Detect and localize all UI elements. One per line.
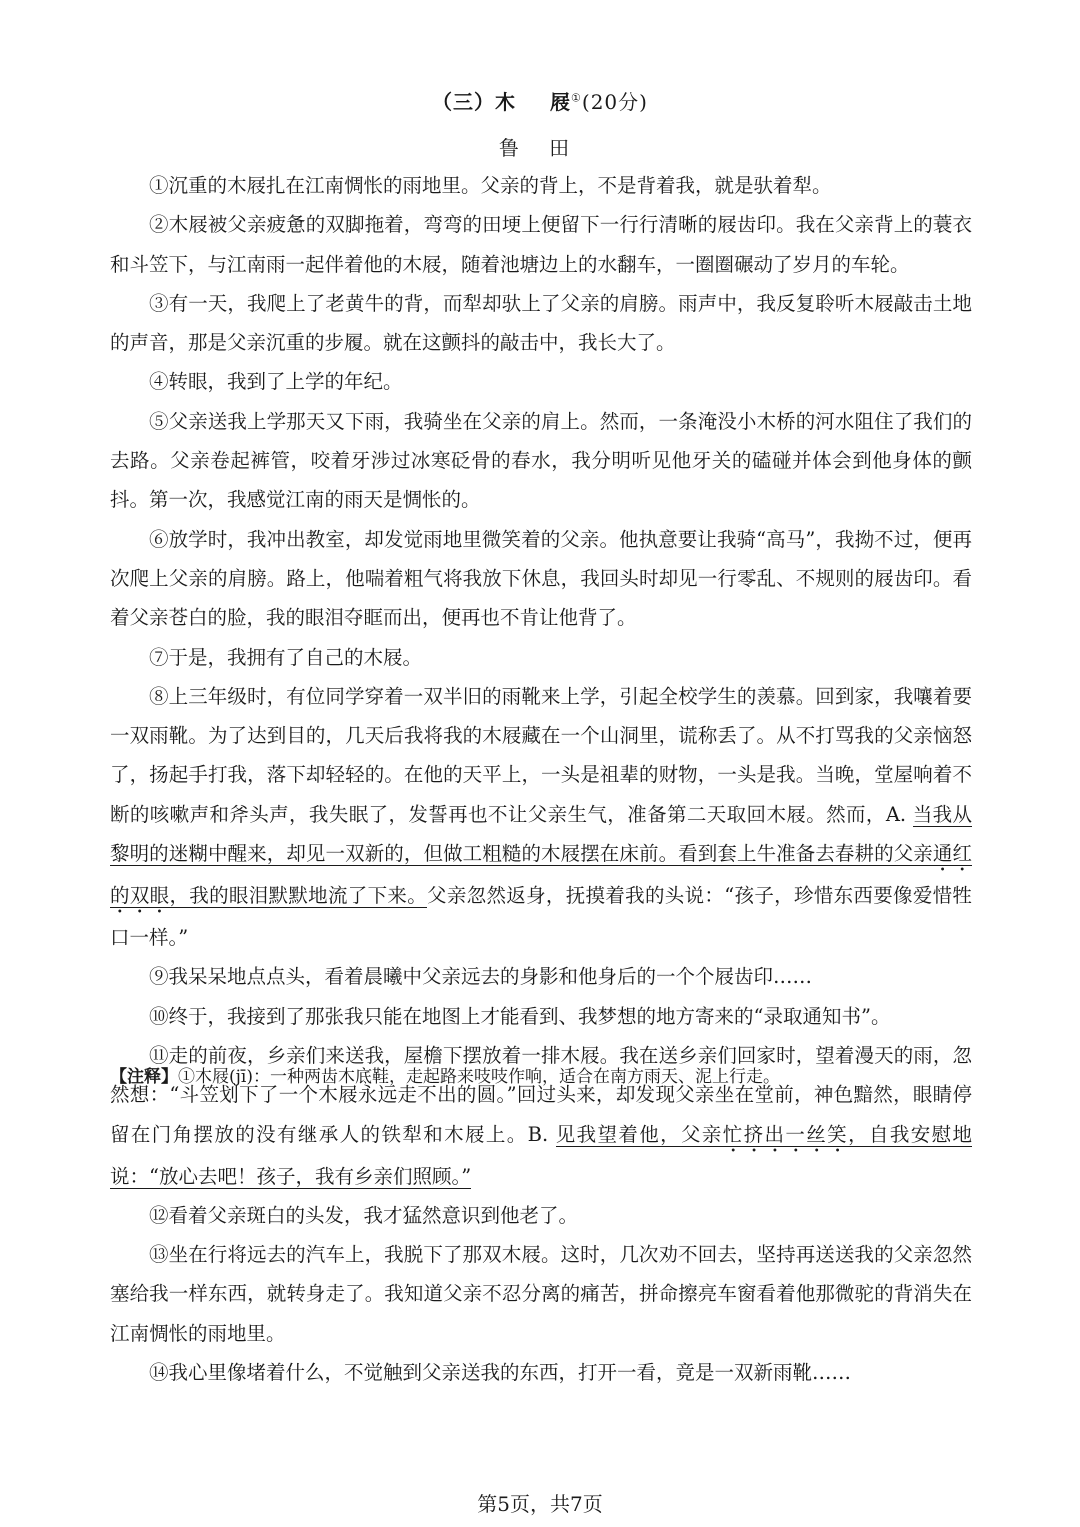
paragraph-8-text: ⑧上三年级时，有位同学穿着一双半旧的雨靴来上学，引起全校学生的羡慕。回到家，我嚷着要一双雨靴。为了达到目的，几天后我将我的木屐藏在一个山洞里，谎称丢了。从不打骂我的父亲恼怒了，扬起手打我，落下却轻轻的。在他的天平上，一头是祖辈的财物，一头是我。当晚，堂屋响着不断的咳嗽声和斧头声，我失眠了，发誓再也不让父亲生气，准备第二天取回木屐。然而， <box>110 684 972 826</box>
paragraph-11-text: ⑪走的前夜，乡亲们来送我，屋檐下摆放着一排木屐。我在送乡亲们回家时，望着漫天的雨，忽然想：“斗笠划下了一个木屐永远走不出的圆。”回过头来，却发现父亲坐在堂前，神色黯然，眼睛停留在门角摆放的没有继承人的铁犁和木屐上。 <box>110 1043 972 1146</box>
paragraph-12: ⑫看着父亲斑白的头发，我才猛然意识到他老了。 <box>149 1203 579 1227</box>
score-label: (20分) <box>581 90 648 114</box>
paragraph-8-ending: 父亲忽然返身，抚摸着我的头说：“孩子，珍惜东西要像爱惜牲口一样。” <box>110 884 972 950</box>
paragraph-4: ④转眼，我到了上学的年纪。 <box>149 370 403 394</box>
title-char-1: 木 <box>495 90 517 114</box>
paragraph-10: ⑩终于，我接到了那张我只能在地图上才能看到、我梦想的地方寄来的“录取通知书”。 <box>149 1004 891 1028</box>
paragraph-9: ⑨我呆呆地点点头，看着晨曦中父亲远去的身影和他身后的一个个屐齿印…… <box>149 965 813 989</box>
paragraph-13: ⑬坐在行将远去的汽车上，我脱下了那双木屐。这时，几次劝不回去，坚持再送送我的父亲忽然塞给我一样东西，就转身走了。我知道父亲不忍分离的痛苦，拼命擦亮车窗看着他那微驼的背消失在江南惆怅的雨地里。 <box>110 1243 972 1345</box>
footnote-ref: ① <box>571 91 582 105</box>
dotted-phrase-b: 忙挤出一丝笑 <box>722 1122 849 1146</box>
paragraph-5: ⑤父亲送我上学那天又下雨，我骑坐在父亲的肩上。然而，一条淹没小木桥的河水阻住了我们的去路。父亲卷起裤管，咬着牙涉过冰寒砭骨的春水，我分明听见他牙关的磕碰并体会到他身体的颤抖。第一次，我感觉江南的雨天是惆怅的。 <box>110 409 972 512</box>
paragraph-2: ②木屐被父亲疲惫的双脚拖着，弯弯的田埂上便留下一行行清晰的屐齿印。我在父亲背上的蓑衣和斗笠下，与江南雨一起伴着他的木屐，随着池塘边上的水翻车，一圈圈碾动了岁月的车轮。 <box>110 213 972 276</box>
author-name: 鲁 田 <box>498 136 582 160</box>
section-number: （三） <box>432 90 496 114</box>
title-char-2: 屐 <box>550 90 572 114</box>
sentence-b-part-2: ，自我安慰地说：“放心去吧！孩子，我有乡亲们照顾。” <box>110 1122 972 1188</box>
paragraph-11 <box>110 1036 972 1196</box>
paragraph-3: ③有一天，我爬上了老黄牛的背，而犁却驮上了父亲的肩膀。雨声中，我反复聆听木屐敲击土地的声音，那是父亲沉重的步履。就在这颤抖的敲击中，我长大了。 <box>110 291 972 355</box>
dotted-phrase-a: 通红的双眼 <box>110 842 972 908</box>
paragraph-8 <box>110 677 972 957</box>
footnote <box>110 1062 972 1092</box>
page-number: 第5页，共7页 <box>477 1492 603 1516</box>
sentence-b-part-1: 见我望着他，父亲 <box>555 1122 723 1146</box>
footnote-tag: 【注释】 <box>110 1067 178 1087</box>
sentence-a-part-1: 当我从黎明的迷糊中醒来，却见一双新的，但做工粗糙的木屐摆在床前。看到套上牛准备去春耕的父亲 <box>110 802 972 866</box>
sentence-b-label: B. <box>527 1122 549 1146</box>
article-body <box>110 166 972 1392</box>
sentence-a-label: A. <box>885 802 907 826</box>
article-title <box>0 86 1080 115</box>
paragraph-1: ①沉重的木屐扎在江南惆怅的雨地里。父亲的背上，不是背着我，就是驮着犁。 <box>149 174 832 197</box>
footnote-text: ①木屐(jī)：一种两齿木底鞋，走起路来吱吱作响，适合在南方雨天、泥上行走。 <box>178 1067 780 1087</box>
paragraph-6: ⑥放学时，我冲出教室，却发觉雨地里微笑着的父亲。他执意要让我骑“高马”，我拗不过，便再次爬上父亲的肩膀。路上，他喘着粗气将我放下休息，我回头时却见一行零乱、不规则的屐齿印。看着父亲苍白的脸，我的眼泪夺眶而出，便再也不肯让他背了。 <box>110 527 972 630</box>
sentence-a-part-2: ，我的眼泪默默地流了下来。 <box>169 884 428 908</box>
paragraph-14: ⑭我心里像堵着什么，不觉触到父亲送我的东西，打开一看，竟是一双新雨靴…… <box>149 1361 852 1385</box>
paragraph-7: ⑦于是，我拥有了自己的木屐。 <box>149 645 423 669</box>
